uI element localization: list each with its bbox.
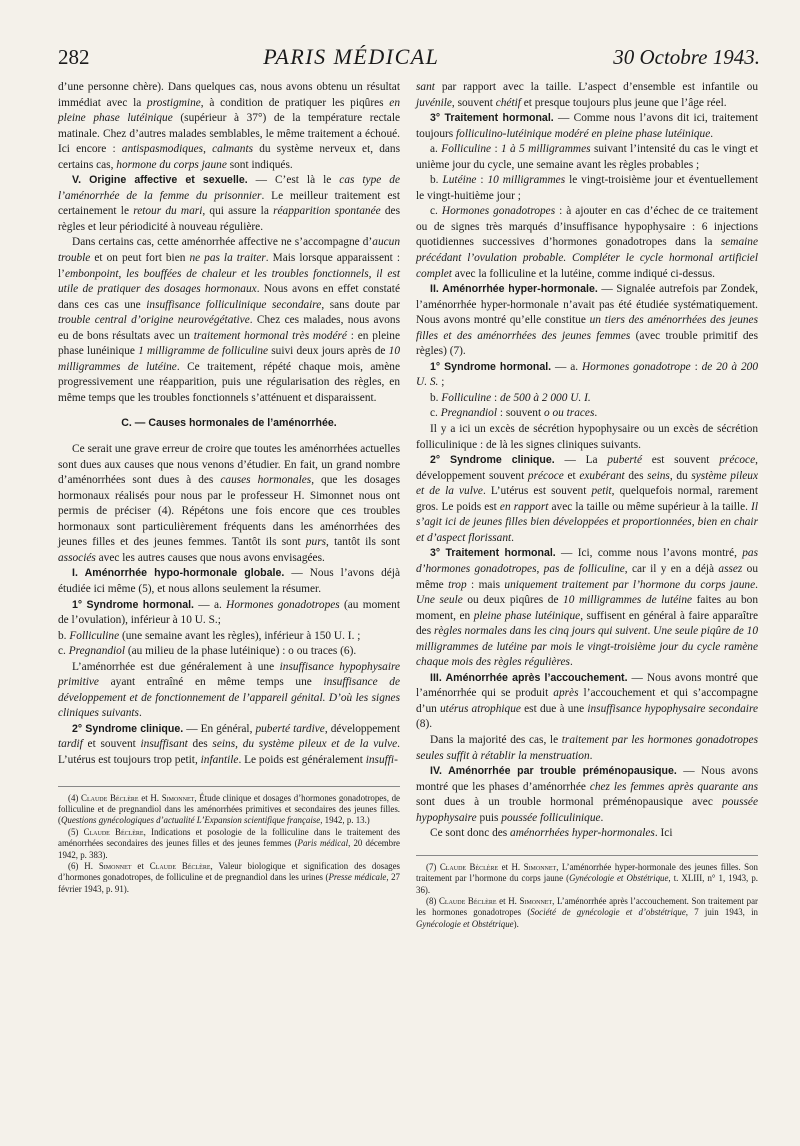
paragraph: c. Pregnandiol (au milieu de la phase lutéinique) : o ou traces (6). [58, 645, 357, 658]
paragraph: 1° Syndrome hormonal. — a. Hormones gonadotropes (au moment de l’ovulation), inférieur à 10 U. S.; [58, 598, 400, 627]
page-number: 282 [58, 45, 90, 69]
right-column-text [416, 80, 758, 842]
paragraph: c. Pregnandiol : souvent o ou traces. [430, 407, 598, 420]
paragraph: c. Hormones gonadotropes : à ajouter en cas d’échec de ce traitement ou de signes très marqués d’insuffisance hypophysaire : 6 injections quotidiennes successives d’hormones gonadotropes dans la semaine précédant l’ovulation probable. Compléter le cycle hormonal artificiel complet avec la folliculine et la lutéine, comme indiqué ci-dessus. [416, 205, 758, 280]
paragraph: II. Aménorrhée hyper-hormonale. — Signalée autrefois par Zondek, l’aménorrhée hyper-hormonale n’avait pas été étudiée systématiquement. Nous avons montré qu’elle constitue un tiers des aménorrhées des jeunes filles et des aménorrhées des jeunes femmes (avec trouble primitif des règles) (7). [416, 283, 759, 358]
paragraph: Dans certains cas, cette aménorrhée affective ne s’accompagne d’aucun trouble et on peut fort bien ne pas la traiter. Mais lorsque apparaissent : l’embonpoint, les bouffées de chaleur et les troubles fonctionnels, il est utile de pratiquer des dosages hormonaux. Nous avons en effet constaté dans ces cas une insuffisance folliculinique secondaire, sans doute par trouble central d’origine neurovégétative. Chez ces malades, nous avons eu de bons résultats avec un traitement hormonal très modéré : en pleine phase lunéinique 1 milligramme de folliculine suivi deux jours après de 10 milligrammes de lutéine. Ce traitement, répété chaque mois, amène progressivement une réapparition, puis une régularisation des règles, en même temps que les troubles fonctionnels s’atténuent et disparaissent. [58, 236, 400, 404]
paragraph: 2° Syndrome clinique. — La puberté est souvent précoce, développement souvent précoce et exubérant des seins, du système pileux et de la vulve. L’utérus est souvent petit, quelquefois normal, rarement gros. Le poids est en rapport avec la taille ou même supérieur à la taille. Il s’agit ici de jeunes filles bien développées et proportionnées, bien en chair et d’aspect florissant. [416, 454, 759, 544]
footnote: (6) H. Simonnet et Claude Béclère, Valeur biologique et signification des dosages d’hormones gonadotropes, de folliculine et de pregnandiol dans les urines (Presse médicale, 27 février 1943, p. 91). [58, 860, 400, 894]
right-footnotes [416, 855, 758, 930]
paragraph: Ce serait une grave erreur de croire que toutes les aménorrhées actuelles sont dues aux causes que nous venons d’étudier. En fait, un grand nombre d’aménorrhées sont dues à des causes hormonales, que les dosages hormonaux réalisés pour nous par le professeur H. Simonnet nous ont permis de préciser (4). Répétons une fois encore que ces troubles hormonaux sont particulièrement fréquents dans les aménorrhées des jeunes filles et des jeunes femmes. Tantôt ils sont purs, tantôt ils sont associés avec les autres causes que nous avons envisagées. [58, 443, 400, 564]
right-column [416, 80, 758, 930]
issue-date: 30 Octobre 1943. [613, 45, 760, 69]
paragraph: Dans la majorité des cas, le traitement par les hormones gonadotropes seules suffit à rétablir la menstruation. [416, 733, 758, 762]
journal-title: PARIS MÉDICAL [263, 44, 440, 69]
paragraph: a. Folliculine : 1 à 5 milligrammes suivant l’intensité du cas le vingt et unième jour du cycle, une semaine avant les règles probables ; [416, 143, 758, 171]
footnote: (5) Claude Béclère, Indications et posologie de la folliculine dans le traitement des aménorrhées secondaires des jeunes filles et des jeunes femmes (Paris médical, 20 décembre 1942, p. 383). [58, 826, 401, 860]
left-footnotes [58, 786, 400, 896]
paragraph: b. Folliculine : de 500 à 2 000 U. I. [430, 391, 591, 404]
paragraph: b. Lutéine : 10 milligrammes le vingt-troisième jour et éventuellement le vingt-huitième jour ; [416, 174, 759, 202]
paragraph: 3° Traitement hormonal. — Comme nous l’avons dit ici, traitement toujours folliculino-lutéinique modéré en pleine phase lutéinique. [416, 112, 759, 140]
paragraph: Ce sont donc des aménorrhées hyper-hormonales. Ici [430, 827, 673, 840]
paragraph: 3° Traitement hormonal. — Ici, comme nous l’avons montré, pas d’hormones gonadotropes, pas de folliculine, car il y en a déjà assez ou même trop : mais uniquement traitement par l’hormone du corps jaune. Une seule ou deux piqûres de 10 milligrammes de lutéine faites au bon moment, en pleine phase lutéinique, suffisent en général à faire apparaître des règles normales dans les cinq jours qui suivent. Une seule piqûre de 10 milligrammes de lutéine par mois le vingt-troisième jour du cycle ramène chaque mois des règles régulières. [416, 547, 759, 669]
article-body [58, 80, 760, 930]
paragraph: C. — Causes hormonales de l’aménorrhée. [121, 417, 337, 430]
paragraph: Il y a ici un excès de sécrétion hypophysaire ou un excès de sécrétion folliculinique : de là les signes cliniques suivants. [416, 423, 758, 451]
paragraph: L’aménorrhée est due généralement à une insuffisance hypophysaire primitive ayant entraîné en même temps une insuffisance de développement et de fonctionnement de l’appareil génital. D’où les signes cliniques suivants. [58, 660, 401, 720]
paragraph: I. Aménorrhée hypo-hormonale globale. — Nous l’avons déjà étudiée ici même (5), et nous allons seulement la résumer. [58, 567, 400, 595]
paragraph: b. Folliculine (une semaine avant les règles), inférieur à 150 U. I. ; [58, 629, 361, 642]
paragraph: sant par rapport avec la taille. L’aspect d’ensemble est infantile ou juvénile, souvent chétif et presque toujours plus jeune que l’âge réel. [416, 81, 758, 109]
left-column [58, 80, 400, 930]
paragraph: IV. Aménorrhée par trouble préménopausique. — Nous avons montré que les phases d’aménorrhée chez les femmes après quarante ans sont dues à un trouble hormonal préménopausique avec poussée hypophysaire puis poussée folliculinique. [416, 765, 758, 824]
paragraph: d’une personne chère). Dans quelques cas, nous avons obtenu un résultat immédiat avec la prostigmine, à condition de pratiquer les piqûres en pleine phase lutéinique (supérieur à 37°) de la température rectale matinale. Chez d’autres malades semblables, le même traitement a échoué. Ici encore : antispasmodiques, calmants du système nerveux et, dans certains cas, hormone du corps jaune sont indiqués. [58, 81, 401, 171]
paragraph: V. Origine affective et sexuelle. — C’est là le cas type de l’aménorrhée de la femme du prisonnier. Le meilleur traitement est certainement le retour du mari, qui assure la réapparition spontanée des règles et leur périodicité à nouveau régulière. [58, 174, 400, 233]
footnote: (8) Claude Béclère et H. Simonnet, L’aménorrhée après l’accouchement. Son traitement par les hormones gonadotropes (Société de gynécologie et d’obstétrique, 7 juin 1943, in Gynécologie et Obstétrique). [416, 896, 758, 929]
paragraph: 2° Syndrome clinique. — En général, puberté tardive, développement tardif et souvent insuffisant des seins, du système pileux et de la vulve. L’utérus est toujours trop petit, infantile. Le poids est généralement insuffi- [58, 722, 401, 766]
page-header [58, 44, 760, 74]
left-column-text [58, 80, 400, 769]
footnote: (4) Claude Béclère et H. Simonnet, Étude clinique et dosages d’hormones gonadotropes, de folliculine et de pregnandiol dans les aménorrhées primitives et secondaires des jeunes filles. (Questions gynécologiques d’actualité L’Expansion scientifique française, 1942, p. 13.) [58, 792, 400, 826]
footnote: (7) Claude Béclère et H. Simonnet, L’aménorrhée hyper-hormonale des jeunes filles. Son traitement par l’hormone du corps jaune (Gynécologie et Obstétrique, t. XLIII, n° 1, 1943, p. 36). [416, 861, 758, 895]
paragraph: 1° Syndrome hormonal. — a. Hormones gonadotrope : de 20 à 200 U. S. ; [416, 360, 758, 389]
paragraph: III. Aménorrhée après l’accouchement. — Nous avons montré que l’aménorrhée qui se produit après l’accouchement et qui s’accompagne d’un utérus atrophique est due à une insuffisance hypophysaire secondaire (8). [416, 671, 758, 731]
